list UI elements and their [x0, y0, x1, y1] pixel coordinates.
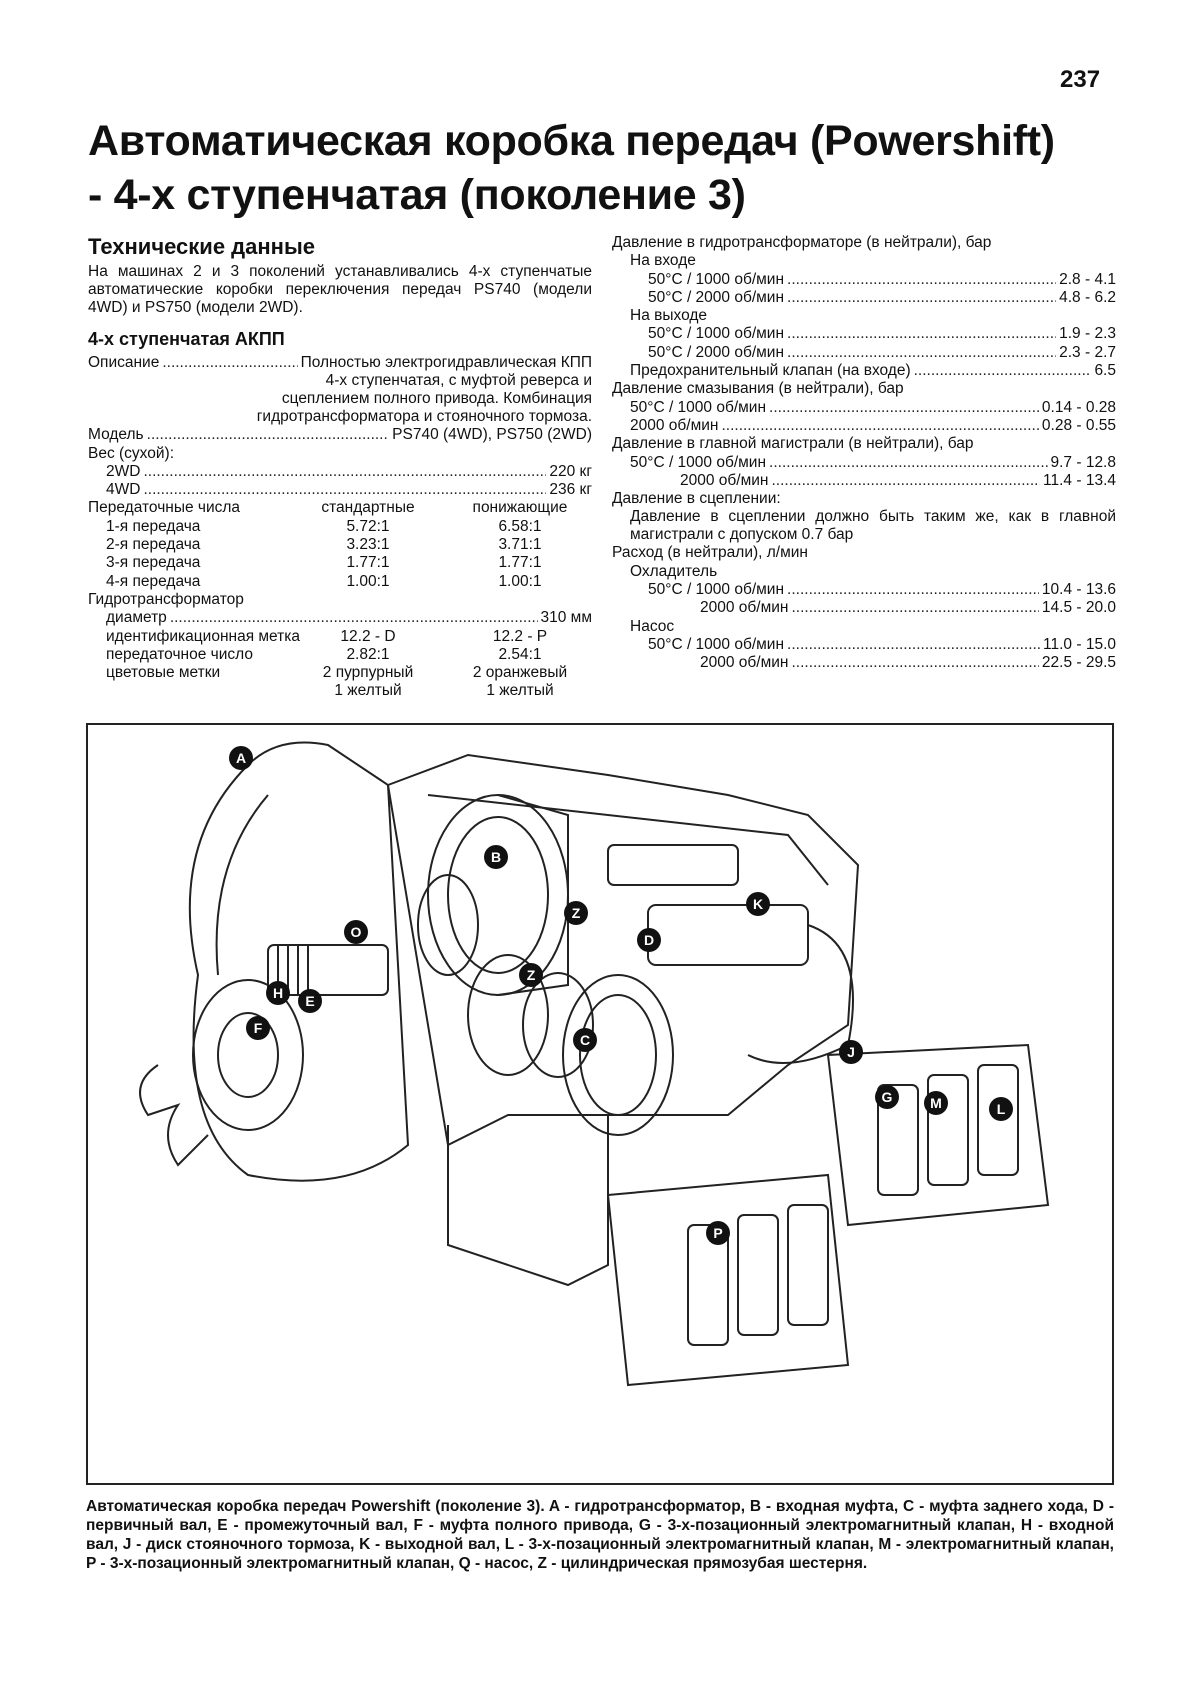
svg-text:A: A [235, 750, 247, 766]
pump2-row [612, 654, 1116, 672]
title-line-1: Автоматическая коробка передач (Powershift) [88, 117, 1055, 165]
callout-o [344, 920, 368, 944]
main1-value: 9.7 - 12.8 [1050, 453, 1116, 471]
svg-text:O: O [350, 924, 362, 940]
gear-name: 4-я передача [106, 572, 201, 590]
weight-4wd-value: 236 кг [549, 481, 592, 499]
ratios-header [88, 499, 592, 517]
tech-data-heading: Технические данные [88, 234, 315, 259]
weight-2wd-value: 220 кг [549, 462, 592, 480]
main2-row [612, 472, 1116, 490]
out1-row [612, 325, 1116, 343]
main-heading: Давление в главной магистрали (в нейтрали), бар [612, 435, 974, 453]
id-low: 12.2 - P [492, 627, 548, 645]
leader-dots [787, 581, 1039, 599]
main2-value: 11.4 - 13.4 [1043, 471, 1116, 489]
callout-p [706, 1221, 730, 1245]
color-low-2: 1 желтый [486, 682, 554, 700]
figure-caption: Автоматическая коробка передач Powershift (поколение 3). A - гидротрансформатор, B - входная муфта, C - муфта заднего хода, D - первичный вал, E - промежуточный вал, F - муфта полного привода, G - 3-х-позационный электромагнитный клапан, H - входной вал, J - диск стояночного тормоза, K - выходной вал, L - 3-х-позационный электромагнитный клапан, M - электромагнитный клапан, P - 3-х-позационный электромагнитный клапан, Q - насос, Z - цилиндрическая прямозубая шестерня. [86, 1498, 1114, 1572]
ratio-row [88, 646, 592, 664]
callout-c [573, 1028, 597, 1052]
leader-dots [721, 417, 1038, 435]
clutch-text: Давление в сцеплении должно быть таким же, как в главной магистрали с допуском 0.7 бар [630, 508, 1116, 544]
color-row [88, 664, 592, 682]
weight-4wd-label: 4WD [106, 481, 141, 499]
weight-2wd-row [88, 463, 592, 481]
cool1-label: 50°C / 1000 об/мин [648, 581, 785, 599]
tc-row [88, 591, 592, 609]
diam-row [88, 609, 592, 627]
color-std-1: 2 пурпурный [322, 664, 414, 682]
page-title [88, 114, 1148, 222]
relief-row [612, 362, 1116, 380]
ratio-label: передаточное число [106, 645, 253, 663]
callout-z-2 [519, 963, 543, 987]
lube1-row [612, 399, 1116, 417]
pump2-value: 22.5 - 29.5 [1041, 654, 1116, 672]
svg-text:B: B [490, 849, 502, 865]
color-std-2: 1 желтый [334, 682, 402, 700]
gear-low: 3.71:1 [498, 536, 542, 554]
cool2-value: 14.5 - 20.0 [1041, 599, 1116, 617]
in2-value: 4.8 - 6.2 [1059, 288, 1116, 306]
main1-label: 50°C / 1000 об/мин [630, 453, 767, 471]
in2-label: 50°C / 2000 об/мин [648, 288, 785, 306]
svg-text:M: M [930, 1095, 942, 1111]
weight-2wd-label: 2WD [106, 462, 141, 480]
lube2-row [612, 417, 1116, 435]
ratio-std: 2.82:1 [346, 645, 390, 663]
in2-row [612, 289, 1116, 307]
std-label: стандартные [321, 499, 415, 517]
output-shaft [648, 905, 808, 965]
id-std: 12.2 - D [340, 627, 396, 645]
weight-4wd-row [88, 481, 592, 499]
pump1-row [612, 636, 1116, 654]
gear-row [88, 536, 592, 554]
desc-text-1: Полностью электрогидравлическая КПП [300, 354, 592, 371]
lube2-label: 2000 об/мин [630, 416, 719, 434]
title-line-2: - 4-х ступенчатая (поколение 3) [88, 171, 746, 219]
pump2-label: 2000 об/мин [700, 654, 789, 672]
flow-heading: Расход (в нейтрали), л/мин [612, 544, 808, 562]
out1-value: 1.9 - 2.3 [1059, 325, 1116, 343]
clutch-heading: Давление в сцеплении: [612, 490, 781, 508]
id-label: идентификационная метка [106, 627, 300, 645]
gear-low: 1.77:1 [498, 554, 542, 572]
relief-label: Предохранительный клапан (на входе) [630, 362, 911, 380]
svg-text:D: D [643, 932, 655, 948]
leader-dots [769, 454, 1047, 472]
left-column [88, 234, 592, 701]
lube1-value: 0.14 - 0.28 [1041, 398, 1116, 416]
svg-text:E: E [305, 993, 315, 1009]
callout-j [839, 1040, 863, 1064]
solenoid-valve-p-3 [788, 1205, 828, 1325]
gear-low: 6.58:1 [498, 517, 542, 535]
svg-text:G: G [881, 1089, 893, 1105]
out1-label: 50°C / 1000 об/мин [648, 325, 785, 343]
relief-value: 6.5 [1094, 362, 1116, 380]
tech-intro: На машинах 2 и 3 поколений устанавливались 4-х ступенчатые автоматические коробки переключения передач PS740 (модели 4WD) и PS750 (модели 2WD). [88, 263, 592, 316]
model-value: PS740 (4WD), PS750 (2WD) [392, 426, 592, 444]
leader-dots [791, 599, 1038, 617]
gear-std: 1.00:1 [346, 572, 390, 590]
gear-table [88, 518, 592, 591]
tc-pressure-heading: Давление в гидротрансформаторе (в нейтрали), бар [612, 234, 992, 251]
lube1-label: 50°C / 1000 об/мин [630, 398, 767, 416]
svg-text:H: H [272, 985, 284, 1001]
leader-dots [771, 472, 1040, 490]
leader-dots [147, 426, 390, 444]
callout-l [989, 1097, 1013, 1121]
sump [448, 1115, 608, 1285]
in1-label: 50°C / 1000 об/мин [648, 270, 785, 288]
pump-heading: Насос [630, 617, 675, 635]
callout-d [637, 928, 661, 952]
solenoid-valve-p-2 [738, 1215, 778, 1335]
leader-dots [787, 344, 1056, 362]
parking-disc [748, 925, 853, 1063]
leader-dots [787, 325, 1056, 343]
leader-dots [791, 654, 1038, 672]
gear-std: 1.77:1 [346, 554, 390, 572]
diam-value: 310 мм [540, 609, 592, 627]
svg-text:Z: Z [526, 967, 536, 983]
callout-k [746, 892, 770, 916]
low-label: понижающие [472, 499, 568, 517]
gear-std: 3.23:1 [346, 536, 390, 554]
akpp-heading: 4-х ступенчатая АКПП [88, 329, 285, 349]
page-number: 237 [1060, 66, 1101, 93]
id-row [88, 628, 592, 646]
leader-dots [787, 289, 1056, 307]
callout-b [484, 845, 508, 869]
outlet-heading: На выходе [630, 307, 708, 325]
svg-text:K: K [752, 896, 764, 912]
weight-row [88, 445, 592, 463]
inlet-heading: На входе [630, 252, 696, 270]
callout-g [875, 1085, 899, 1109]
callout-h [266, 981, 290, 1005]
gear-row [88, 573, 592, 591]
desc-label: Описание [88, 354, 160, 371]
cool2-row [612, 599, 1116, 617]
callout-a [229, 746, 253, 770]
leader-dots [143, 481, 546, 499]
transmission-illustration [88, 725, 1112, 1483]
out2-value: 2.3 - 2.7 [1059, 343, 1116, 361]
ratios-label: Передаточные числа [88, 499, 241, 517]
out2-label: 50°C / 2000 об/мин [648, 343, 785, 361]
gear-name: 3-я передача [106, 554, 201, 572]
cooler-heading: Охладитель [630, 562, 718, 580]
main1-row [612, 454, 1116, 472]
desc-text-2: 4-х ступенчатая, с муфтой реверса и сцеплением полного привода. Комбинация гидротрансформатора и стояночного тормоза. [256, 372, 592, 426]
callout-e [298, 989, 322, 1013]
model-label: Модель [88, 426, 144, 444]
leader-dots [162, 354, 297, 372]
gear-low: 1.00:1 [498, 572, 542, 590]
gear-name: 2-я передача [106, 536, 201, 554]
model-row [88, 426, 592, 444]
lube2-value: 0.28 - 0.55 [1041, 416, 1116, 434]
diam-label: диаметр [106, 609, 167, 627]
in1-row [612, 271, 1116, 289]
svg-text:C: C [579, 1032, 591, 1048]
cool2-label: 2000 об/мин [700, 599, 789, 617]
leader-dots [787, 636, 1040, 654]
color-low-1: 2 оранжевый [472, 664, 568, 682]
svg-text:P: P [713, 1225, 723, 1241]
pump1-label: 50°C / 1000 об/мин [648, 635, 785, 653]
cool1-row [612, 581, 1116, 599]
svg-text:Z: Z [571, 905, 581, 921]
leader-dots [769, 399, 1039, 417]
out2-row [612, 344, 1116, 362]
leader-dots [914, 362, 1092, 380]
awd-clutch [193, 980, 303, 1130]
callout-z-1 [564, 901, 588, 925]
callout-f [246, 1016, 270, 1040]
pump1-value: 11.0 - 15.0 [1043, 635, 1116, 653]
desc-row [88, 354, 592, 372]
main2-label: 2000 об/мин [680, 471, 769, 489]
color-label: цветовые метки [106, 664, 221, 682]
leader-dots [170, 609, 538, 627]
weight-label: Вес (сухой): [88, 444, 174, 462]
ratio-low: 2.54:1 [498, 645, 542, 663]
gear-std: 5.72:1 [346, 517, 390, 535]
gear-row [88, 554, 592, 572]
svg-text:F: F [253, 1020, 263, 1036]
gear-name: 1-я передача [106, 517, 201, 535]
svg-text:L: L [996, 1101, 1006, 1117]
leader-dots [787, 271, 1056, 289]
lube-heading: Давление смазывания (в нейтрали), бар [612, 380, 904, 398]
in1-value: 2.8 - 4.1 [1059, 270, 1116, 288]
gear-row [88, 518, 592, 536]
figure-frame [86, 723, 1114, 1485]
tc-label: Гидротрансформатор [88, 590, 244, 608]
cool1-value: 10.4 - 13.6 [1041, 581, 1116, 599]
svg-text:J: J [847, 1044, 855, 1060]
leader-dots [143, 463, 546, 481]
right-column [612, 234, 1116, 673]
color-row-2 [88, 682, 592, 700]
callout-m [924, 1091, 948, 1115]
